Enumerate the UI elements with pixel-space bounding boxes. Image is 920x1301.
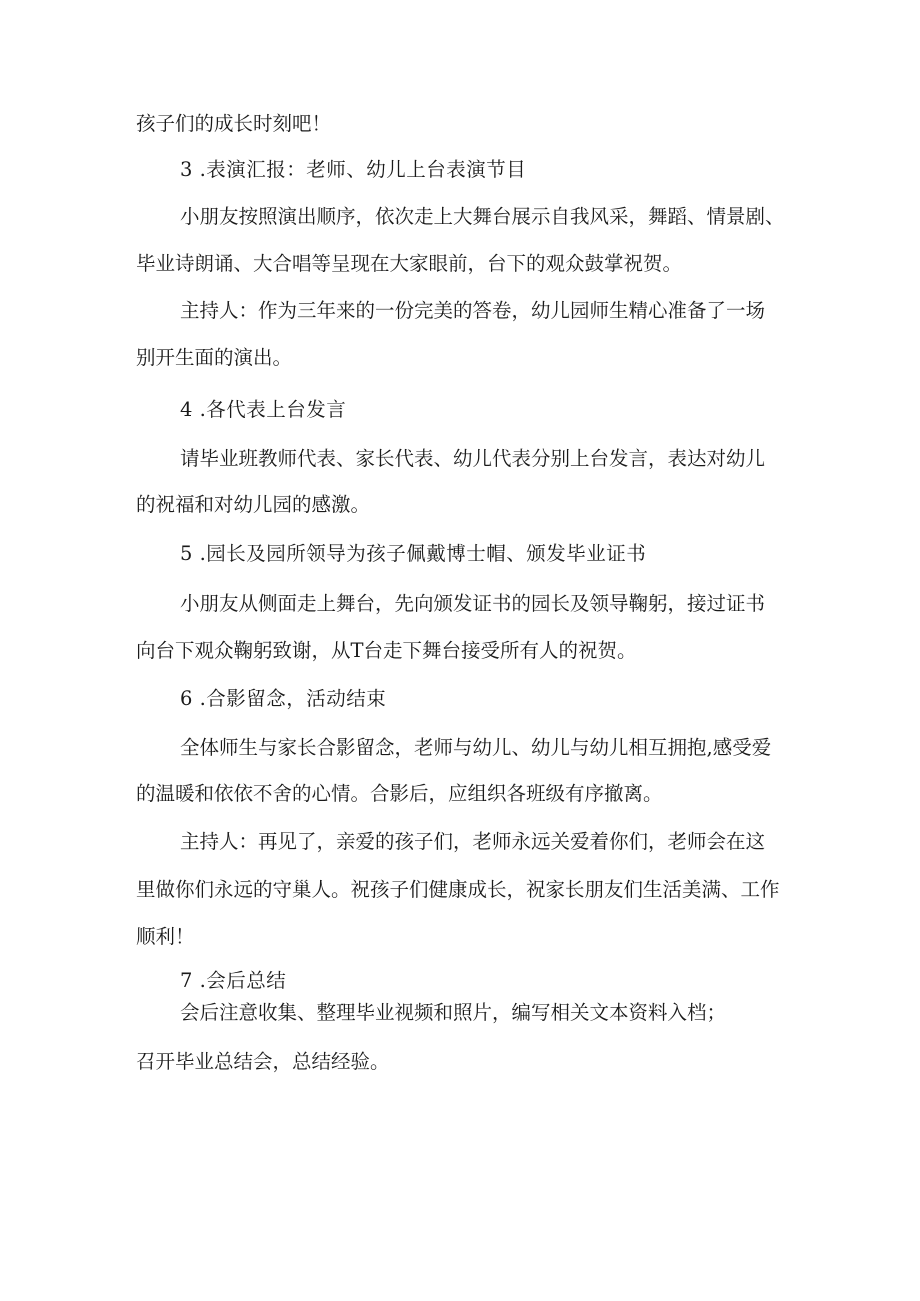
paragraph-line: 全体师生与家长合影留念，老师与幼儿、幼儿与幼儿相互拥抱,感受爱 bbox=[180, 736, 772, 759]
section-heading-4: 4 .各代表上台发言 bbox=[180, 398, 347, 421]
paragraph-line: 主持人：再见了，亲爱的孩子们，老师永远关爱着你们，老师会在这 bbox=[180, 830, 766, 853]
paragraph-line: 的温暖和依依不舍的心情。合影后，应组织各班级有序撤离。 bbox=[136, 782, 663, 805]
section-heading-3: 3 .表演汇报：老师、幼儿上台表演节目 bbox=[180, 158, 527, 181]
paragraph-line: 召开毕业总结会，总结经验。 bbox=[136, 1050, 390, 1073]
paragraph-line: 小朋友从侧面走上舞台，先向颁发证书的园长及领导鞠躬，接过证书 bbox=[180, 592, 766, 615]
paragraph-line: 孩子们的成长时刻吧！ bbox=[136, 112, 332, 135]
paragraph-line: 会后注意收集、整理毕业视频和照片，编写相关文本资料入档； bbox=[180, 1001, 727, 1024]
paragraph-line: 毕业诗朗诵、大合唱等呈现在大家眼前，台下的观众鼓掌祝贺。 bbox=[136, 252, 683, 275]
paragraph-line: 别开生面的演出。 bbox=[136, 346, 293, 369]
paragraph-line: 里做你们永远的守巢人。祝孩子们健康成长，祝家长朋友们生活美满、工作 bbox=[136, 878, 780, 901]
paragraph-line: 主持人：作为三年来的一份完美的答卷，幼儿园师生精心准备了一场 bbox=[180, 299, 766, 322]
section-heading-7: 7 .会后总结 bbox=[180, 969, 287, 992]
paragraph-line: 顺利！ bbox=[136, 925, 195, 948]
paragraph-line: 小朋友按照演出顺序，依次走上大舞台展示自我风采，舞蹈、情景剧、 bbox=[180, 205, 785, 228]
section-heading-6: 6 .合影留念，活动结束 bbox=[180, 687, 387, 710]
section-heading-5: 5 .园长及园所领导为孩子佩戴博士帽、颁发毕业证书 bbox=[180, 542, 647, 565]
paragraph-line: 请毕业班教师代表、家长代表、幼儿代表分别上台发言，表达对幼儿 bbox=[180, 447, 766, 470]
paragraph-line: 向台下观众鞠躬致谢，从T台走下舞台接受所有人的祝贺。 bbox=[136, 639, 637, 662]
paragraph-line: 的祝福和对幼儿园的感激。 bbox=[136, 493, 371, 516]
